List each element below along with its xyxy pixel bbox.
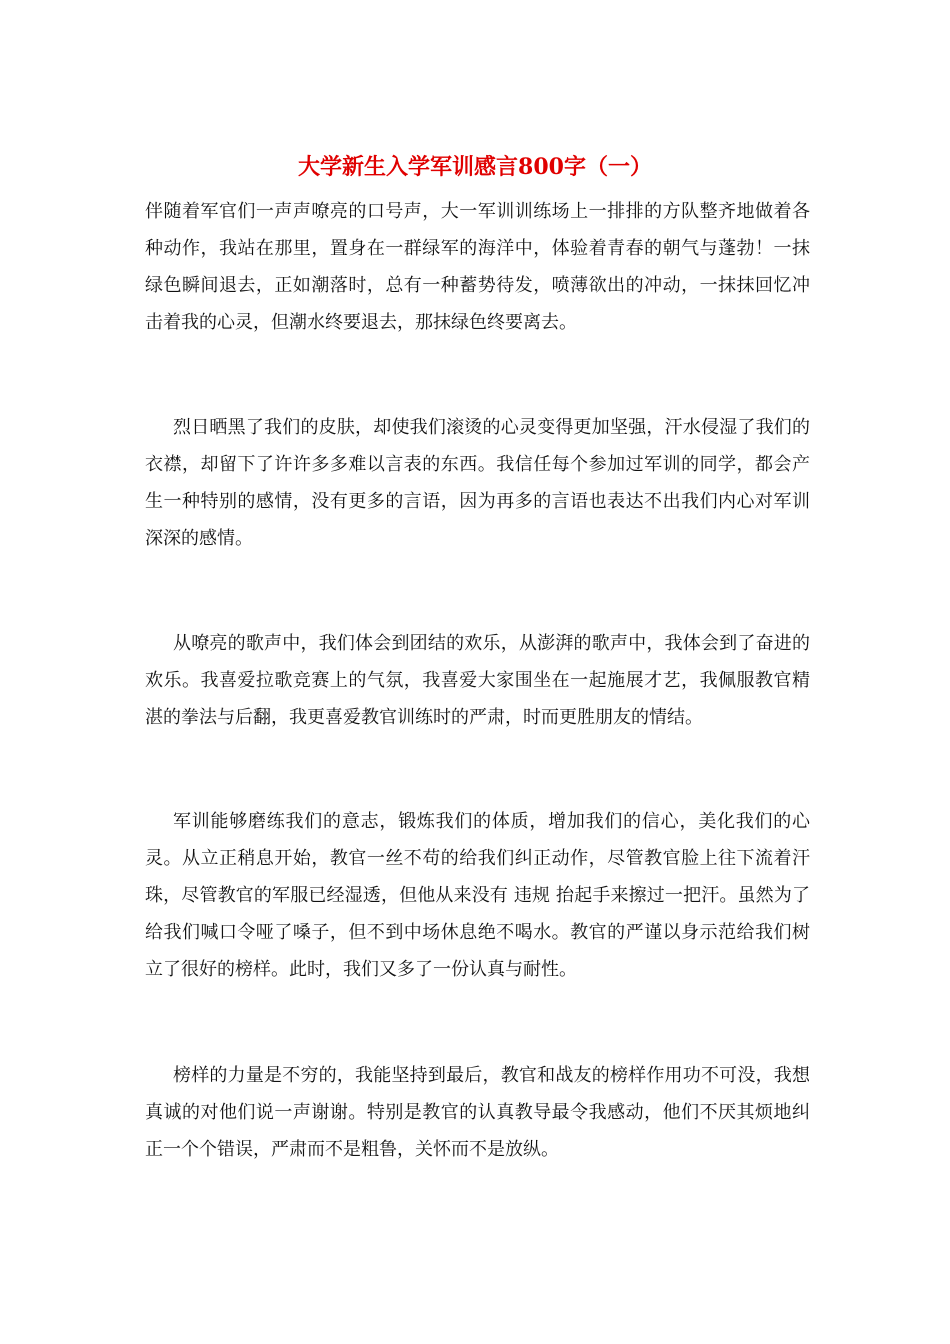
paragraph-4: 军训能够磨练我们的意志，锻炼我们的体质，增加我们的信心，美化我们的心灵。从立正稍息开始，教官一丝不苟的给我们纠正动作，尽管教官脸上往下流着汗珠，尽管教官的军服已经湿透，但他从来没有 违规 抬起手来擦过一把汗。虽然为了给我们喊口令哑了嗓子，但不到中场休息绝不喝水。教官的严谨以身示范给我们树立了很好的榜样。此时，我们又多了一份认真与耐性。 bbox=[145, 811, 810, 980]
paragraph-3: 从嘹亮的歌声中，我们体会到团结的欢乐，从澎湃的歌声中，我体会到了奋进的欢乐。我喜爱拉歌竞赛上的气氛，我喜爱大家围坐在一起施展才艺，我佩服教官精湛的拳法与后翻，我更喜爱教官训练时的严肃，时而更胜朋友的情结。 bbox=[145, 633, 810, 728]
paragraph-1: 伴随着军官们一声声嘹亮的口号声，大一军训训练场上一排排的方队整齐地做着各种动作，我站在那里，置身在一群绿军的海洋中，体验着青春的朝气与蓬勃！一抹绿色瞬间退去，正如潮落时，总有一种蓄势待发，喷薄欲出的冲动，一抹抹回忆冲击着我的心灵，但潮水终要退去，那抹绿色终要离去。 bbox=[145, 201, 810, 333]
paragraph-2: 烈日晒黑了我们的皮肤，却使我们滚烫的心灵变得更加坚强，汗水侵湿了我们的衣襟，却留下了许许多多难以言表的东西。我信任每个参加过军训的同学，都会产生一种特别的感情，没有更多的言语，因为再多的言语也表达不出我们内心对军训深深的感情。 bbox=[145, 417, 810, 549]
page-title: 大学新生入学军训感言800字（一） bbox=[298, 154, 652, 180]
paragraph-5: 榜样的力量是不穷的，我能坚持到最后，教官和战友的榜样作用功不可没，我想真诚的对他们说一声谢谢。特别是教官的认真教导最令我感动，他们不厌其烦地纠正一个个错误，严肃而不是粗鲁，关怀而不是放纵。 bbox=[145, 1065, 810, 1160]
